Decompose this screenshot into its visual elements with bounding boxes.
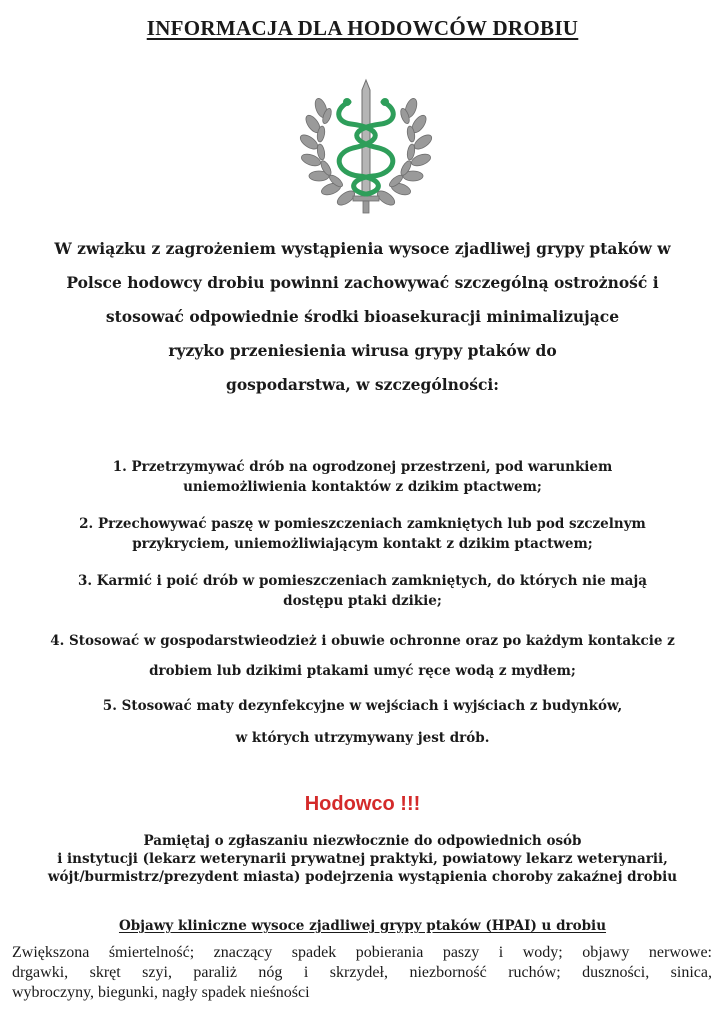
intro-line: W związku z zagrożeniem wystąpienia wysoce zjadliwej grypy ptaków w [54,239,671,258]
recommendation-3 [20,571,705,611]
recommendation-line: w których utrzymywany jest drób. [235,730,490,746]
intro-paragraph [20,232,705,402]
recommendation-line: 5. Stosować maty dezynfekcyjne w wejściach i wyjściach z budynków, [102,698,623,714]
warning-heading: Hodowco !!! [304,793,421,815]
symptoms-line: drgawki, skręt szyi, paraliż nóg i skrzydeł, niezborność ruchów; duszności, sinica, [12,964,712,981]
recommendation-5 [20,690,705,754]
intro-line: stosować odpowiednie środki bioasekuracji minimalizujące [105,307,620,326]
symptoms-paragraph [12,943,712,1003]
intro-line: ryzyko przeniesienia wirusa grypy ptaków do [168,341,557,360]
warning-line: Pamiętaj o zgłaszaniu niezwłocznie do odpowiednich osób [143,833,582,849]
symptoms-title: Objawy kliniczne wysoce zjadliwej grypy ptaków (HPAI) u drobiu [118,918,607,934]
warning-line: wójt/burmistrz/prezydent miasta) podejrzenia wystąpienia choroby zakaźnej drobiu [47,869,678,885]
recommendation-line: uniemożliwienia kontaktów z dzikim ptactwem; [183,479,542,495]
page-title: INFORMACJA DLA HODOWCÓW DROBIU [146,16,579,40]
recommendation-4 [20,626,705,686]
recommendation-line: 4. Stosować w gospodarstwieodzież i obuwie ochronne oraz po każdym kontakcie z [50,633,675,649]
symptoms-line: Zwiększona śmiertelność; znaczący spadek pobierania paszy i wody; objawy nerwowe: [12,944,712,961]
warning-line: i instytucji (lekarz weterynarii prywatnej praktyki, powiatowy lekarz weterynarii, [57,851,668,867]
recommendation-line: drobiem lub dzikimi ptakami umyć ręce wodą z mydłem; [149,663,576,679]
symptoms-line: wybroczyny, biegunki, nagły spadek nieśności [12,984,310,1001]
intro-line: Polsce hodowcy drobiu powinni zachowywać szczególną ostrożność i [66,273,659,292]
recommendation-line: 1. Przetrzymywać drób na ogrodzonej przestrzeni, pod warunkiem [112,459,613,475]
recommendation-2 [20,514,705,554]
veterinary-emblem-icon [291,78,441,218]
intro-line: gospodarstwa, w szczególności: [225,375,499,394]
recommendation-line: dostępu ptaki dzikie; [283,593,442,609]
recommendation-line: 3. Karmić i poić drób w pomieszczeniach zamkniętych, do których nie mają [77,573,648,589]
recommendation-1 [20,457,705,497]
warning-paragraph [10,832,715,886]
recommendation-line: przykryciem, uniemożliwiającym kontakt z dzikim ptactwem; [132,536,593,552]
recommendation-line: 2. Przechowywać paszę w pomieszczeniach zamkniętych lub pod szczelnym [79,516,646,532]
